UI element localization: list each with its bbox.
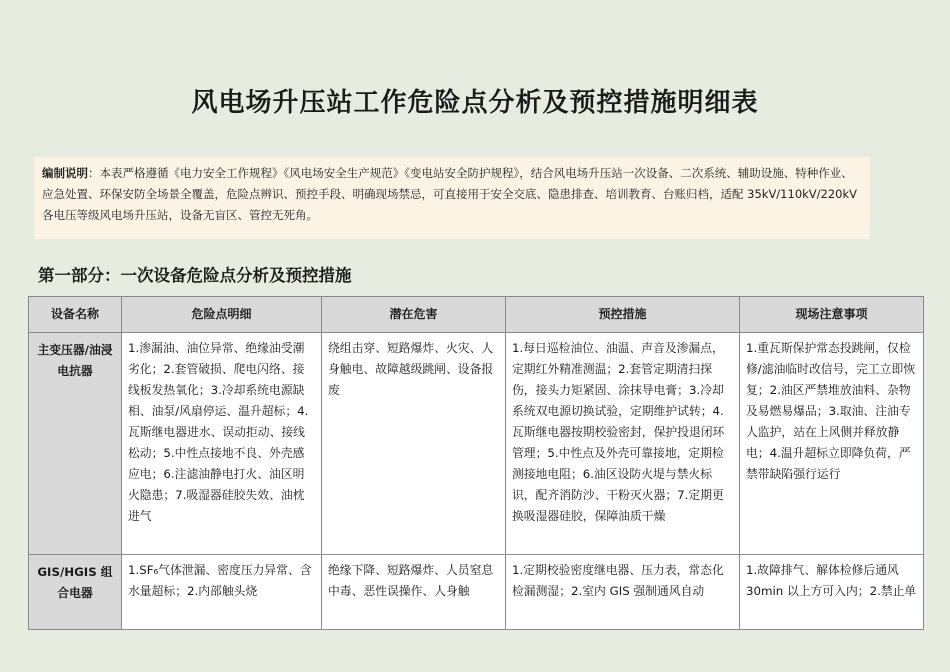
col-header-equipment: 设备名称 — [29, 297, 122, 333]
table-row — [29, 333, 924, 555]
hazard-table — [28, 296, 924, 630]
note-label: 编制说明 — [42, 166, 88, 180]
equipment-name: 主变压器/油浸电抗器 — [29, 333, 122, 555]
hazard-cell: 1.渗漏油、油位异常、绝缘油受潮劣化；2.套管破损、爬电闪络、接线板发热氧化；3.冷却系统电源缺相、油泵/风扇停运、温升超标；4.瓦斯继电器进水、误动拒动、接线松动；5.中性点接地不良、外壳感应电；6.注滤油静电打火、油区明火隐患；7.吸湿器硅胶失效、油枕进气 — [122, 333, 322, 555]
col-header-notice: 现场注意事项 — [740, 297, 924, 333]
notice-cell: 1.重瓦斯保护常态投跳闸，仅检修/滤油临时改信号，完工立即恢复；2.油区严禁堆放油料、杂物及易燃易爆品；3.取油、注油专人监护，站在上风侧并释放静电；4.温升超标立即降负荷，严禁带缺陷强行运行 — [740, 333, 924, 555]
measure-cell: 1.定期校验密度继电器、压力表，常态化检漏测湿；2.室内 GIS 强制通风自动 — [506, 555, 740, 630]
note-text: ：本表严格遵循《电力安全工作规程》《风电场安全生产规范》《变电站安全防护规程》，结合风电场升压站一次设备、二次系统、辅助设施、特种作业、应急处置、环保安防全场景全覆盖，危险点辨识、预控手段、明确现场禁忌，可直接用于安全交底、隐患排查、培训教育、台账归档，适配 35kV/110kV/220kV 各电压等级风电场升压站，设备无盲区、管控无死角。 — [42, 166, 858, 222]
compilation-note — [34, 157, 870, 239]
table-row — [29, 555, 924, 630]
harm-cell: 绝缘下降、短路爆炸、人员窒息中毒、恶性误操作、人身触 — [322, 555, 506, 630]
notice-cell: 1.故障排气、解体检修后通风 30min 以上方可入内；2.禁止单 — [740, 555, 924, 630]
measure-cell: 1.每日巡检油位、油温、声音及渗漏点，定期红外精准测温；2.套管定期清扫探伤，接头力矩紧固、涂抹导电膏；3.冷却系统双电源切换试验，定期维护试转；4.瓦斯继电器按期校验密封，保护投退闭环管理；5.中性点及外壳可靠接地，定期检测接地电阻；6.油区设防火堤与禁火标识，配齐消防沙、干粉灭火器；7.定期更换吸湿器硅胶，保障油质干燥 — [506, 333, 740, 555]
equipment-name: GIS/HGIS 组合电器 — [29, 555, 122, 630]
col-header-hazard: 危险点明细 — [122, 297, 322, 333]
harm-cell: 绕组击穿、短路爆炸、火灾、人身触电、故障越级跳闸、设备报废 — [322, 333, 506, 555]
hazard-cell: 1.SF₆气体泄漏、密度压力异常、含水量超标；2.内部触头烧 — [122, 555, 322, 630]
section-heading: 第一部分：一次设备危险点分析及预控措施 — [38, 266, 352, 285]
table-header-row — [29, 297, 924, 333]
page-title: 风电场升压站工作危险点分析及预控措施明细表 — [191, 88, 759, 118]
col-header-measure: 预控措施 — [506, 297, 740, 333]
col-header-harm: 潜在危害 — [322, 297, 506, 333]
